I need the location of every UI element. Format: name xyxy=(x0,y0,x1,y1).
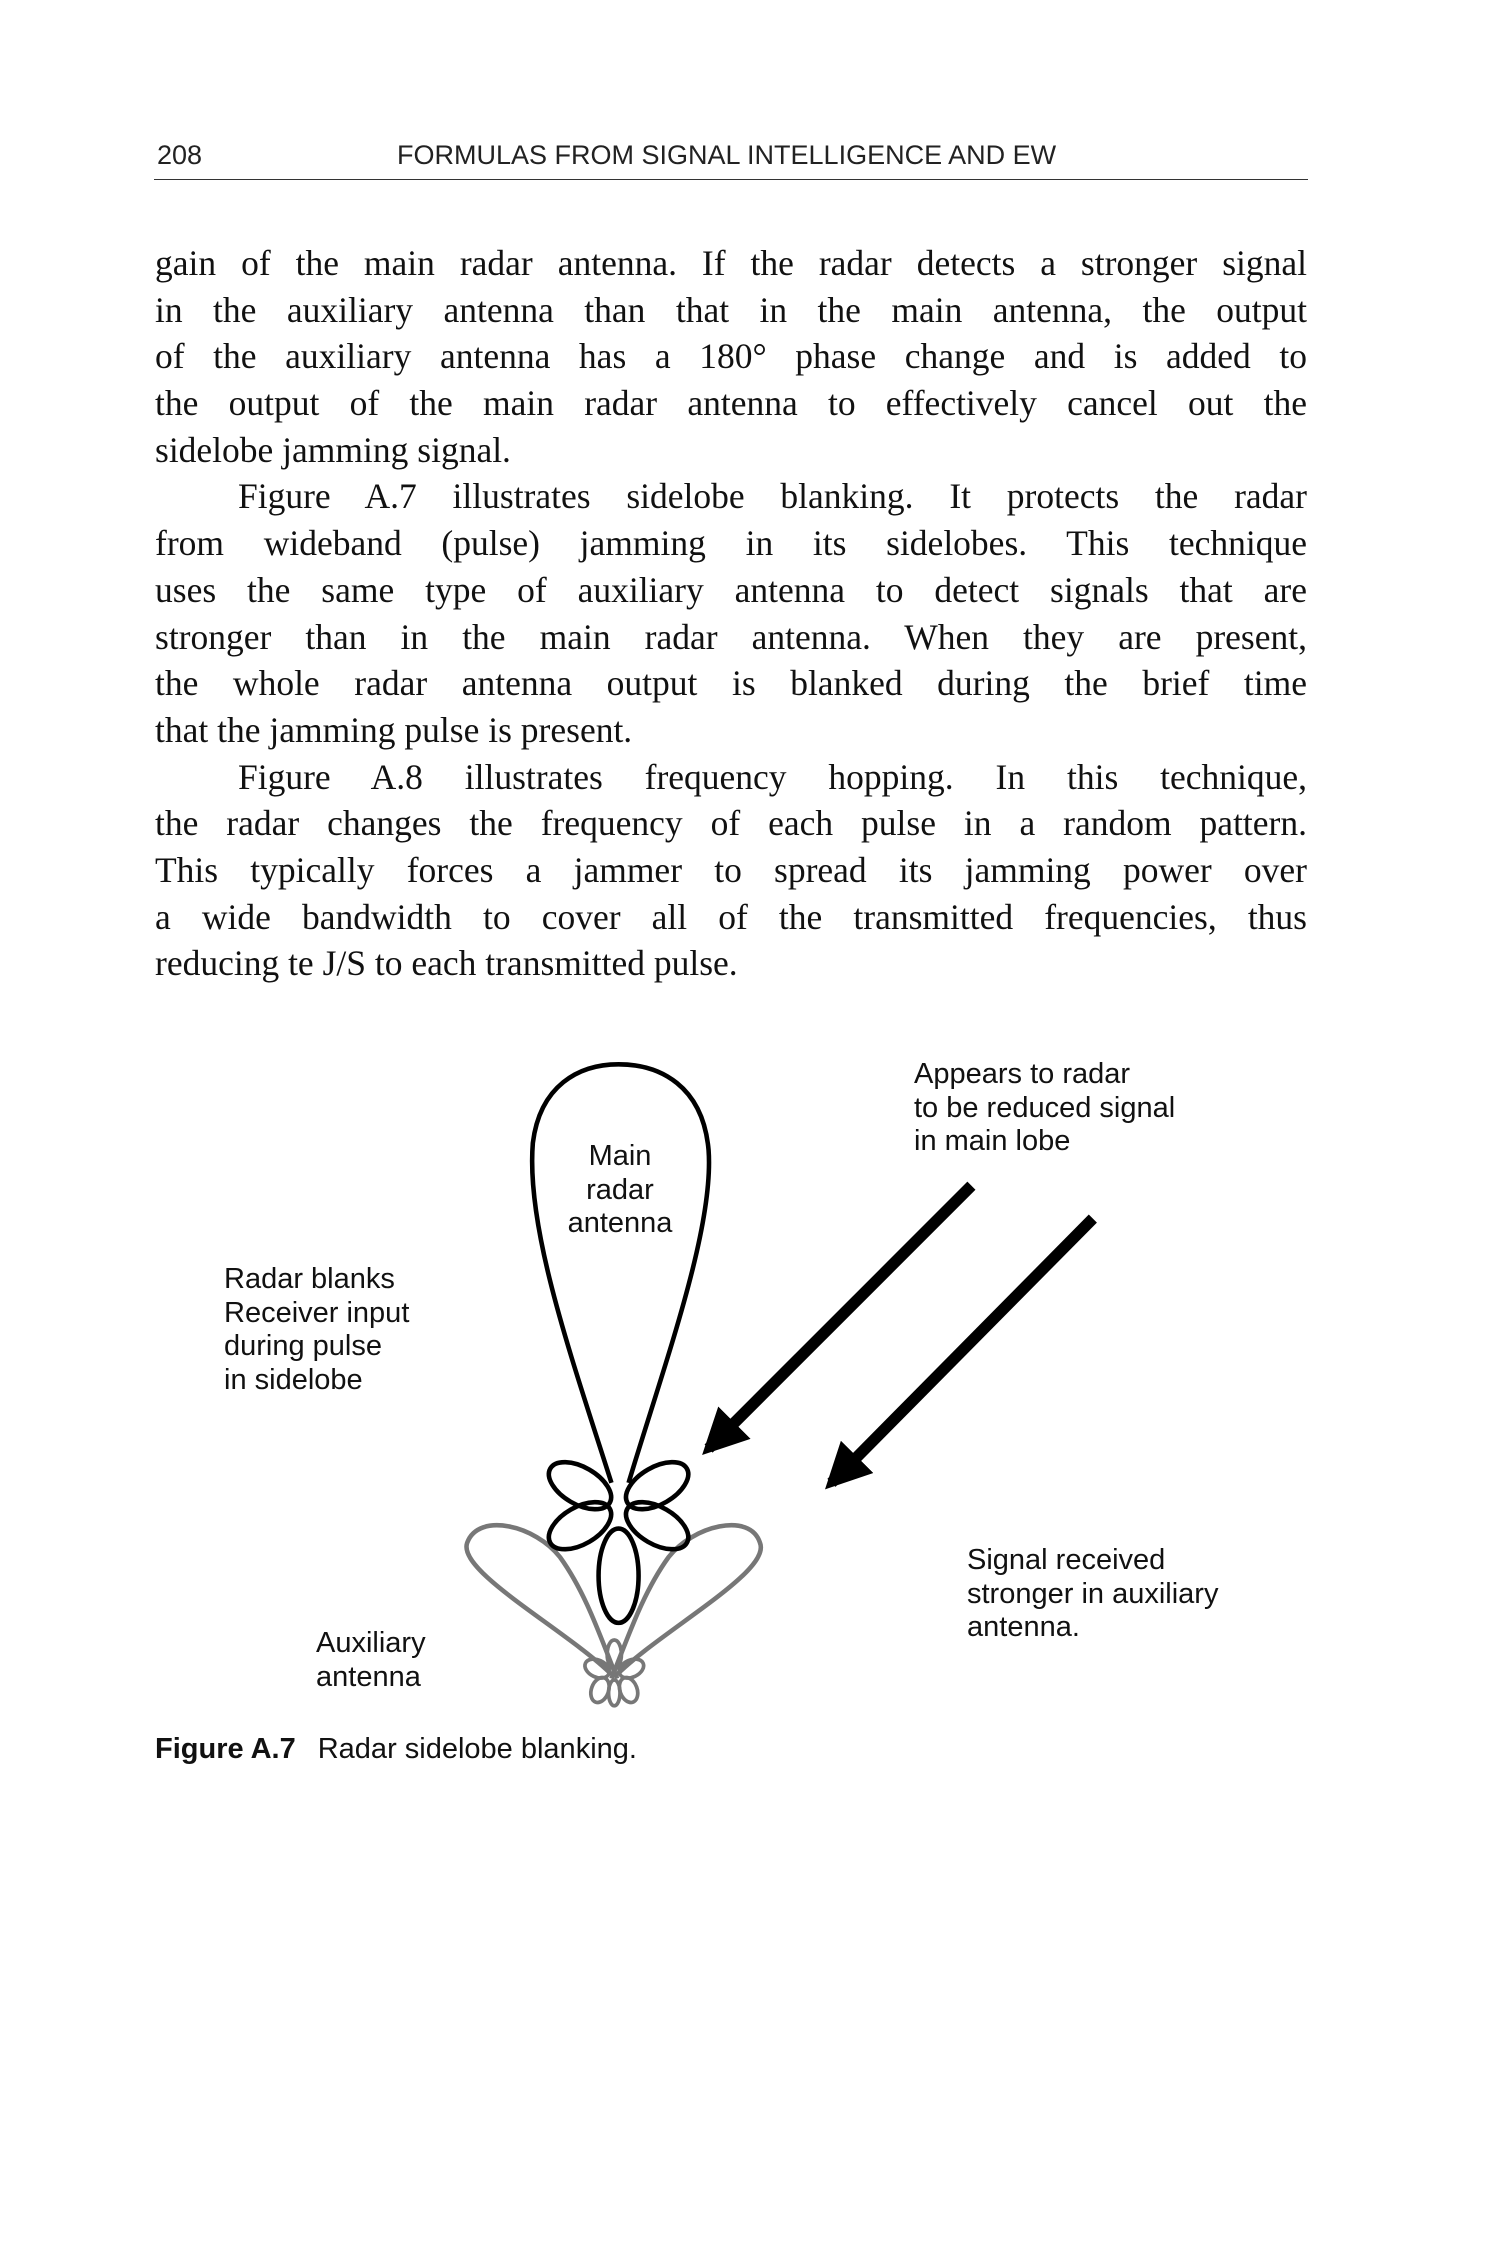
text-line: This typically forces a jammer to spread its jamming power over xyxy=(155,849,1307,890)
caption-text: Radar sidelobe blanking. xyxy=(317,1733,637,1765)
auxiliary-antenna-pattern xyxy=(466,1525,760,1705)
label-line: Auxiliary xyxy=(316,1627,426,1659)
text-line: reducing te J/S to each transmitted pulse. xyxy=(155,943,738,984)
arrow-auxiliary xyxy=(831,1219,1092,1483)
label-line: stronger in auxiliary xyxy=(967,1577,1219,1610)
label-line: antenna. xyxy=(967,1611,1080,1643)
label-line: during pulse xyxy=(224,1330,382,1362)
text-line: Figure A.8 illustrates frequency hopping. In this technique, xyxy=(238,756,1307,797)
figure-caption xyxy=(155,1733,637,1766)
text-line: in the auxiliary antenna than that in the main antenna, the output xyxy=(155,289,1307,330)
main-lobe xyxy=(532,1064,709,1483)
text-line: uses the same type of auxiliary antenna to detect signals that are xyxy=(155,569,1307,610)
label-line: Appears to radar xyxy=(914,1058,1131,1090)
text-line: gain of the main radar antenna. If the radar detects a stronger signal xyxy=(155,243,1307,283)
text-line: Figure A.7 illustrates sidelobe blanking. It protects the radar xyxy=(238,476,1307,517)
label-line: Main xyxy=(588,1140,652,1172)
arrow-main-lobe xyxy=(709,1186,972,1449)
label-line: in sidelobe xyxy=(224,1363,363,1396)
text-line: from wideband (pulse) jamming in its sidelobes. This technique xyxy=(155,523,1307,564)
label-line: antenna xyxy=(316,1660,421,1693)
text-line: the whole radar antenna output is blanked during the brief time xyxy=(155,663,1307,704)
text-line: the radar changes the frequency of each pulse in a random pattern. xyxy=(155,803,1307,844)
label-line: radar xyxy=(586,1173,654,1206)
label-signal-received xyxy=(967,1544,1218,1645)
text-line: the output of the main radar antenna to effectively cancel out the xyxy=(155,383,1307,424)
text-line: stronger than in the main radar antenna. When they are present, xyxy=(155,616,1307,657)
page-number: 208 xyxy=(157,140,203,170)
text-line: a wide bandwidth to cover all of the transmitted frequencies, thus xyxy=(155,896,1307,937)
label-radar-blanks xyxy=(224,1263,409,1397)
back-lobe xyxy=(599,1529,639,1623)
label-line: Radar blanks xyxy=(224,1263,395,1295)
text-line: sidelobe jamming signal. xyxy=(155,429,511,470)
running-title: FORMULAS FROM SIGNAL INTELLIGENCE AND EW xyxy=(397,140,1057,170)
caption-label: Figure A.7 xyxy=(155,1733,296,1765)
label-auxiliary-antenna xyxy=(316,1627,426,1694)
aux-left-lobe xyxy=(466,1525,617,1678)
label-main-antenna xyxy=(565,1140,675,1241)
label-line: antenna xyxy=(567,1207,673,1239)
text-line: that the jamming pulse is present. xyxy=(155,709,633,750)
label-line: in main lobe xyxy=(914,1125,1071,1157)
label-line: Signal received xyxy=(967,1544,1166,1576)
label-line: Receiver input xyxy=(224,1296,410,1329)
label-line: to be reduced signal xyxy=(914,1091,1176,1124)
label-appears-reduced xyxy=(914,1058,1175,1159)
text-line: of the auxiliary antenna has a 180° phase change and is added to xyxy=(155,336,1307,377)
